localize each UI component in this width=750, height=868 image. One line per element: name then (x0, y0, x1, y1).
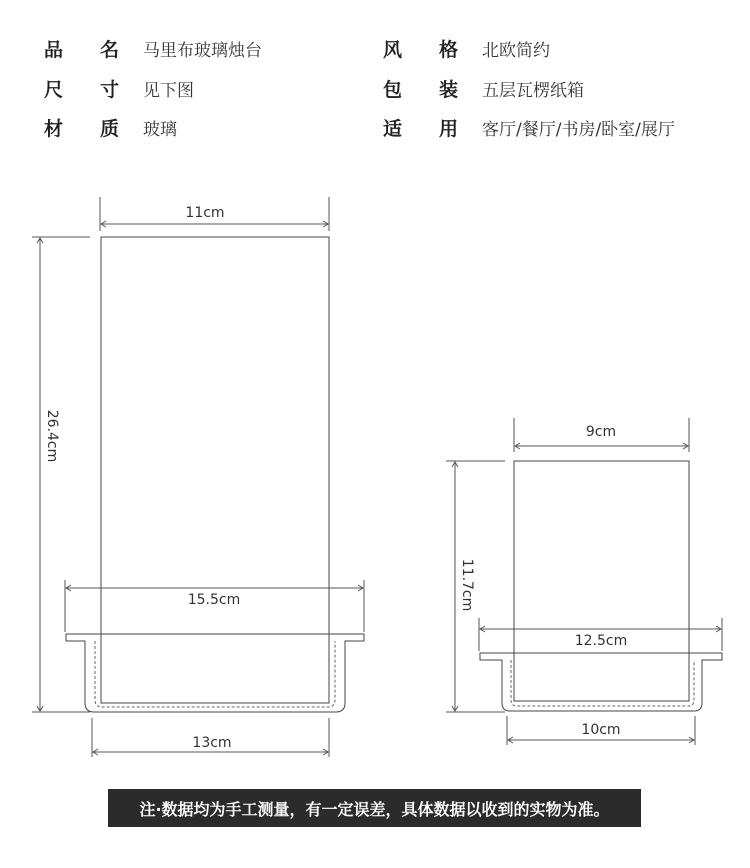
spec-key-char: 质 (100, 117, 120, 140)
spec-key-char: 材 (44, 117, 64, 140)
spec-value: 见下图 (143, 80, 194, 101)
spec-key-char: 尺 (44, 78, 64, 101)
small-top-width-label: 9cm (585, 424, 617, 440)
large-rim-width-label: 15.5cm (187, 592, 241, 608)
spec-key-char: 品 (44, 38, 64, 61)
measurement-note-text: 注·数据均为手工测量，有一定误差，具体数据以收到的实物为准。 (139, 799, 610, 819)
spec-key-char: 名 (100, 38, 120, 61)
spec-key-char: 包 (383, 78, 403, 101)
spec-key-char: 寸 (100, 78, 120, 101)
spec-key-char: 适 (383, 117, 403, 140)
measurement-note (108, 789, 641, 827)
large-base-width-label: 13cm (192, 735, 232, 751)
spec-key-char: 风 (383, 38, 403, 61)
large-top-width-label: 11cm (185, 205, 225, 221)
small-rim-width-label: 12.5cm (574, 633, 628, 649)
spec-value: 马里布玻璃烛台 (143, 40, 262, 61)
small-height-label: 11.7cm (459, 558, 475, 612)
spec-value: 客厅/餐厅/书房/卧室/展厅 (482, 119, 675, 140)
spec-value: 北欧简约 (482, 40, 550, 61)
spec-value: 玻璃 (143, 119, 177, 140)
spec-key-char: 格 (439, 38, 459, 61)
spec-key-char: 用 (439, 117, 459, 140)
spec-key-char: 装 (439, 78, 459, 101)
small-base-width-label: 10cm (581, 722, 621, 738)
spec-value: 五层瓦楞纸箱 (482, 80, 584, 101)
large-height-label: 26.4cm (44, 409, 60, 463)
